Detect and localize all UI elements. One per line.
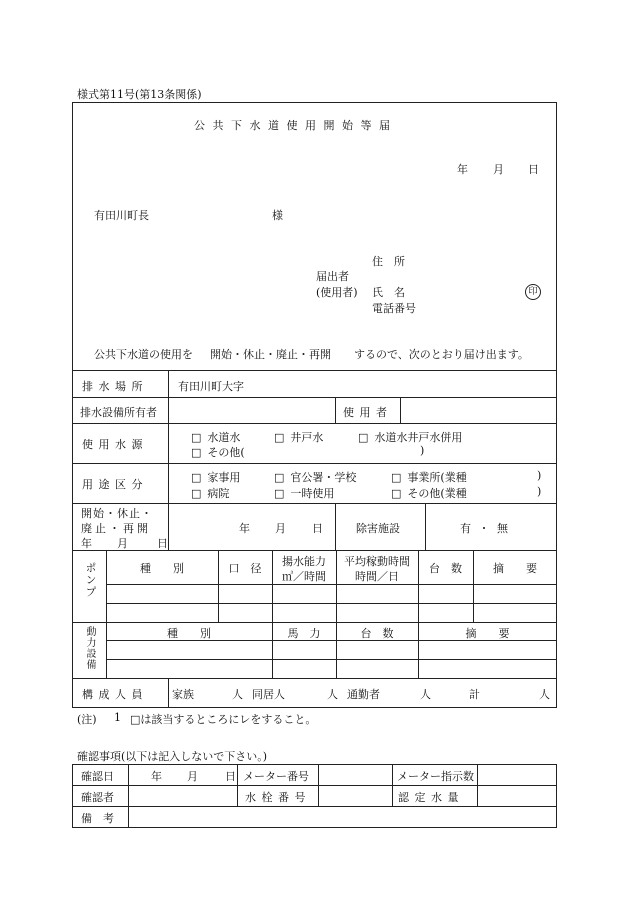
date-year: 年 — [457, 163, 468, 176]
address-label: 住 所 — [372, 255, 405, 268]
pump-capacity-unit: ㎥／時間 — [282, 570, 326, 583]
start-date-label-1: 開始・休止・ — [81, 507, 153, 520]
pump-remarks-header: 摘 要 — [493, 562, 537, 575]
members-cohabitant-label: 同居人 — [252, 688, 285, 701]
confirmation-heading: 確認事項(以下は記入しないで下さい。) — [77, 750, 268, 763]
usage-business-close-paren: ) — [537, 469, 542, 482]
form-header-box — [72, 102, 557, 371]
note-text: □は該当するところにレをすること。 — [130, 713, 317, 726]
usage-other-close-paren: ) — [537, 485, 542, 498]
date-day: 日 — [528, 163, 539, 176]
pump-caliber-header: 口 径 — [228, 562, 262, 575]
usage-hospital-checkbox[interactable]: □ 病院 — [191, 485, 229, 501]
usage-business-checkbox[interactable]: □ 事業所(業種 — [391, 469, 467, 485]
start-date-label-day: 日 — [157, 537, 168, 550]
pump-capacity-header: 揚水能力 — [282, 555, 326, 568]
start-date-label-2: 廃止・再開 — [81, 522, 151, 535]
pump-label: ポンプ — [84, 562, 97, 598]
facility-owner-label: 排水設備所有者 — [80, 406, 157, 419]
start-date-day: 日 — [312, 522, 323, 535]
members-total-label: 計 — [469, 688, 480, 701]
drainage-place-label: 排 水 場 所 — [82, 380, 144, 393]
main-table — [72, 370, 557, 708]
start-date-label-year: 年 — [81, 537, 92, 550]
honorific: 様 — [272, 209, 283, 222]
meter-number-label: メーター番号 — [243, 770, 309, 783]
user-label: 使 用 者 — [343, 406, 388, 419]
members-commuter-unit: 人 — [420, 688, 431, 701]
pump-count-header: 台 数 — [429, 562, 462, 575]
remarks-label: 備 考 — [81, 812, 114, 825]
pump-hours-header: 平均稼動時間 — [344, 555, 410, 568]
start-date-month: 月 — [275, 522, 286, 535]
water-source-tap-checkbox[interactable]: □ 水道水 — [191, 429, 240, 445]
statement-suffix: するので、次のとおり届け出ます。 — [354, 348, 529, 361]
pump-hours-unit: 時間／日 — [355, 570, 399, 583]
start-date-year: 年 — [239, 522, 250, 535]
drainage-place-value: 有田川町大字 — [178, 380, 244, 393]
statement-options: 開始・休止・廃止・再開 — [210, 348, 331, 361]
members-commuter-label: 通勤者 — [347, 688, 380, 701]
usage-household-checkbox[interactable]: □ 家事用 — [191, 469, 240, 485]
notifier-label: 届出者 — [316, 270, 349, 283]
members-cohabitant-unit: 人 — [327, 688, 338, 701]
confirmation-table — [72, 764, 557, 828]
addressee: 有田川町長 — [94, 209, 149, 222]
note-prefix: (注) — [77, 713, 97, 726]
members-label: 構 成 人 員 — [82, 688, 144, 701]
start-date-label-month: 月 — [117, 537, 128, 550]
meter-reading-label: メーター指示数 — [397, 770, 474, 783]
water-source-well-checkbox[interactable]: □ 井戸水 — [274, 429, 323, 445]
note-number: 1 — [114, 711, 121, 724]
water-source-other-checkbox[interactable]: □ その他( — [191, 444, 245, 460]
abatement-label: 除害施設 — [356, 522, 400, 535]
confirm-date-day: 日 — [225, 770, 236, 783]
notifier-user-label: (使用者) — [316, 286, 358, 299]
confirm-date-year: 年 — [151, 770, 162, 783]
statement-prefix: 公共下水道の使用を — [94, 348, 193, 361]
water-source-label: 使 用 水 源 — [82, 438, 144, 451]
seal-mark: 印 — [525, 284, 541, 300]
confirm-date-month: 月 — [187, 770, 198, 783]
confirm-date-label: 確認日 — [81, 770, 114, 783]
name-label: 氏 名 — [372, 286, 405, 299]
form-title: 公 共 下 水 道 使 用 開 始 等 届 — [194, 119, 392, 132]
phone-label: 電話番号 — [372, 302, 416, 315]
pump-type-header: 種 別 — [140, 562, 184, 575]
usage-temporary-checkbox[interactable]: □ 一時使用 — [274, 485, 334, 501]
usage-label: 用 途 区 分 — [82, 478, 144, 491]
usage-government-checkbox[interactable]: □ 官公署・学校 — [274, 469, 356, 485]
power-remarks-header: 摘 要 — [465, 627, 510, 640]
power-horsepower-header: 馬 力 — [287, 627, 321, 640]
members-family-unit: 人 — [232, 688, 243, 701]
water-source-both-checkbox[interactable]: □ 水道水井戸水併用 — [358, 429, 462, 445]
form-number-label: 様式第11号(第13条関係) — [77, 88, 202, 101]
approved-volume-label: 認 定 水 量 — [398, 791, 460, 804]
power-type-header: 種 別 — [167, 627, 211, 640]
members-family-label: 家族 — [172, 688, 194, 701]
hydrant-number-label: 水 栓 番 号 — [245, 791, 307, 804]
date-month: 月 — [493, 163, 504, 176]
power-count-header: 台 数 — [360, 627, 394, 640]
water-source-close-paren: ) — [420, 444, 425, 457]
confirmer-label: 確認者 — [81, 791, 114, 804]
abatement-value: 有 ・ 無 — [460, 522, 510, 535]
members-total-unit: 人 — [539, 688, 550, 701]
usage-other-checkbox[interactable]: □ その他(業種 — [391, 485, 467, 501]
power-equipment-label: 動力設備 — [84, 626, 95, 670]
